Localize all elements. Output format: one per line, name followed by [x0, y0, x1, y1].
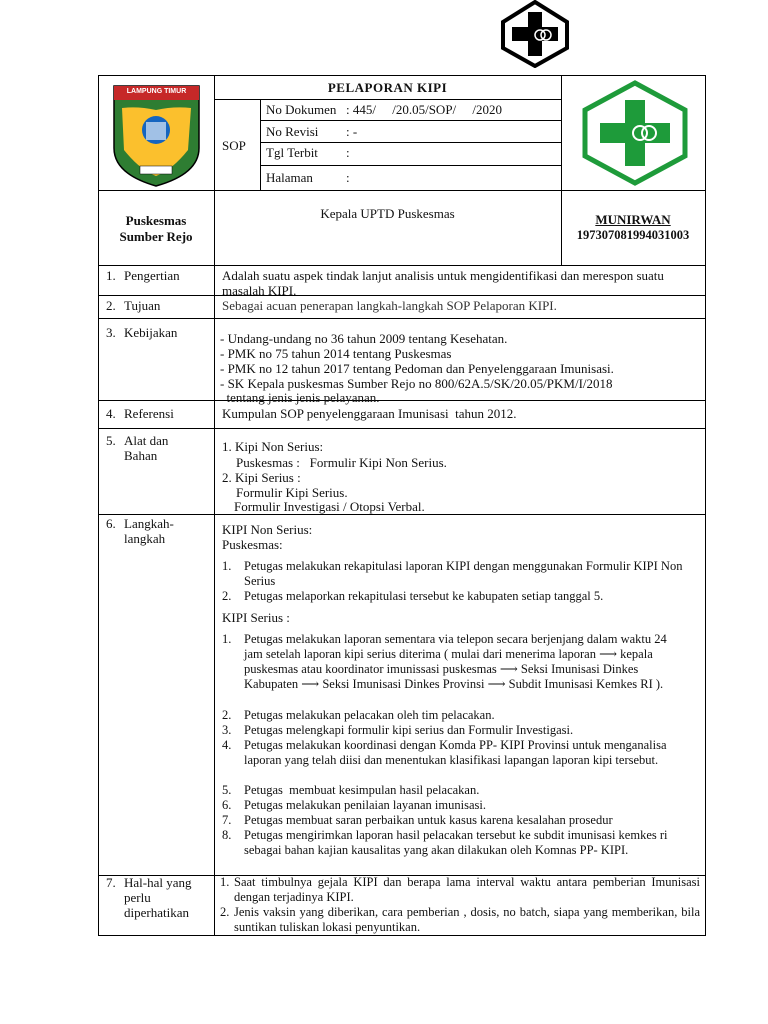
section-3-line-1: - Undang-undang no 36 tahun 2009 tentang Kesehatan.: [220, 331, 508, 346]
head-role: Kepala UPTD Puskesmas: [320, 206, 455, 221]
section-6-num: 6.: [106, 516, 116, 531]
document-title: PELAPORAN KIPI: [327, 80, 448, 95]
field-halaman-value: :: [346, 170, 350, 185]
section-2-num: 2.: [106, 298, 116, 313]
section-6-title-1: Langkah-: [124, 516, 174, 531]
field-no-revisi-label: No Revisi: [266, 124, 319, 139]
sop-label: SOP: [222, 138, 246, 153]
field-halaman-label: Halaman: [266, 170, 313, 185]
field-no-revisi-value: : -: [346, 124, 358, 139]
section-5-line-1: 1. Kipi Non Serius:: [222, 439, 324, 454]
section-3-num: 3.: [106, 325, 116, 340]
org-name-line1: Puskesmas: [125, 213, 187, 228]
puskesmas-heading: Puskesmas:: [222, 537, 283, 552]
kemkes-logo-top: [500, 0, 570, 68]
section-7-title-3: diperhatikan: [124, 905, 189, 920]
section-5-line-3: 2. Kipi Serius :: [222, 470, 301, 485]
field-no-dokumen-label: No Dokumen: [266, 102, 337, 117]
field-no-dokumen-value: : 445/ /20.05/SOP/ /2020: [346, 102, 503, 117]
section-5-line-5: Formulir Investigasi / Otopsi Verbal.: [234, 499, 425, 514]
section-7-title-2: perlu: [124, 890, 151, 905]
section-3-line-3: - PMK no 12 tahun 2017 tentang Pedoman dan Penyelenggaraan Imunisasi.: [220, 361, 614, 376]
section-2-title: Tujuan: [124, 298, 161, 313]
section-4-title: Referensi: [124, 406, 174, 421]
section-1-num: 1.: [106, 268, 116, 283]
section-5-line-4: Formulir Kipi Serius.: [236, 485, 348, 500]
field-tgl-terbit-value: :: [346, 145, 350, 160]
section-7-title-1: Hal-hal yang: [124, 875, 192, 890]
section-3-title: Kebijakan: [124, 325, 178, 340]
kipi-serius-heading: KIPI Serius :: [222, 610, 290, 625]
section-5-num: 5.: [106, 433, 116, 448]
head-name: MUNIRWAN: [595, 212, 671, 227]
section-6-title-2: langkah: [124, 531, 166, 546]
section-3-line-4: - SK Kepala puskesmas Sumber Rejo no 800/62A.5/SK/20.05/PKM/I/2018: [220, 376, 613, 391]
section-5-title-1: Alat dan: [124, 433, 169, 448]
section-1-text: Adalah suatu aspek tindak lanjut analisis untuk mengidentifikasi dan merespon suatu masalah KIPI.: [222, 268, 664, 298]
field-tgl-terbit-label: Tgl Terbit: [266, 145, 318, 160]
section-5-title-2: Bahan: [124, 448, 158, 463]
section-4-num: 4.: [106, 406, 116, 421]
section-1-title: Pengertian: [124, 268, 180, 283]
head-nip: 197307081994031003: [576, 228, 690, 242]
section-3-line-2: - PMK no 75 tahun 2014 tentang Puskesmas: [220, 346, 452, 361]
section-3-line-5: tentang jenis jenis pelayanan.: [220, 390, 380, 405]
kipi-non-serius-heading: KIPI Non Serius:: [222, 522, 313, 537]
section-5-line-2: Puskesmas : Formulir Kipi Non Serius.: [236, 455, 447, 470]
section-2-text: Sebagai acuan penerapan langkah-langkah SOP Pelaporan KIPI.: [222, 298, 557, 313]
org-name-line2: Sumber Rejo: [119, 229, 193, 244]
section-4-text: Kumpulan SOP penyelenggaraan Imunisasi tahun 2012.: [222, 406, 517, 421]
section-7-num: 7.: [106, 875, 116, 890]
logo-lettering: LAMPUNG TIMUR: [126, 88, 187, 95]
kemkes-logo-green: [580, 80, 690, 186]
